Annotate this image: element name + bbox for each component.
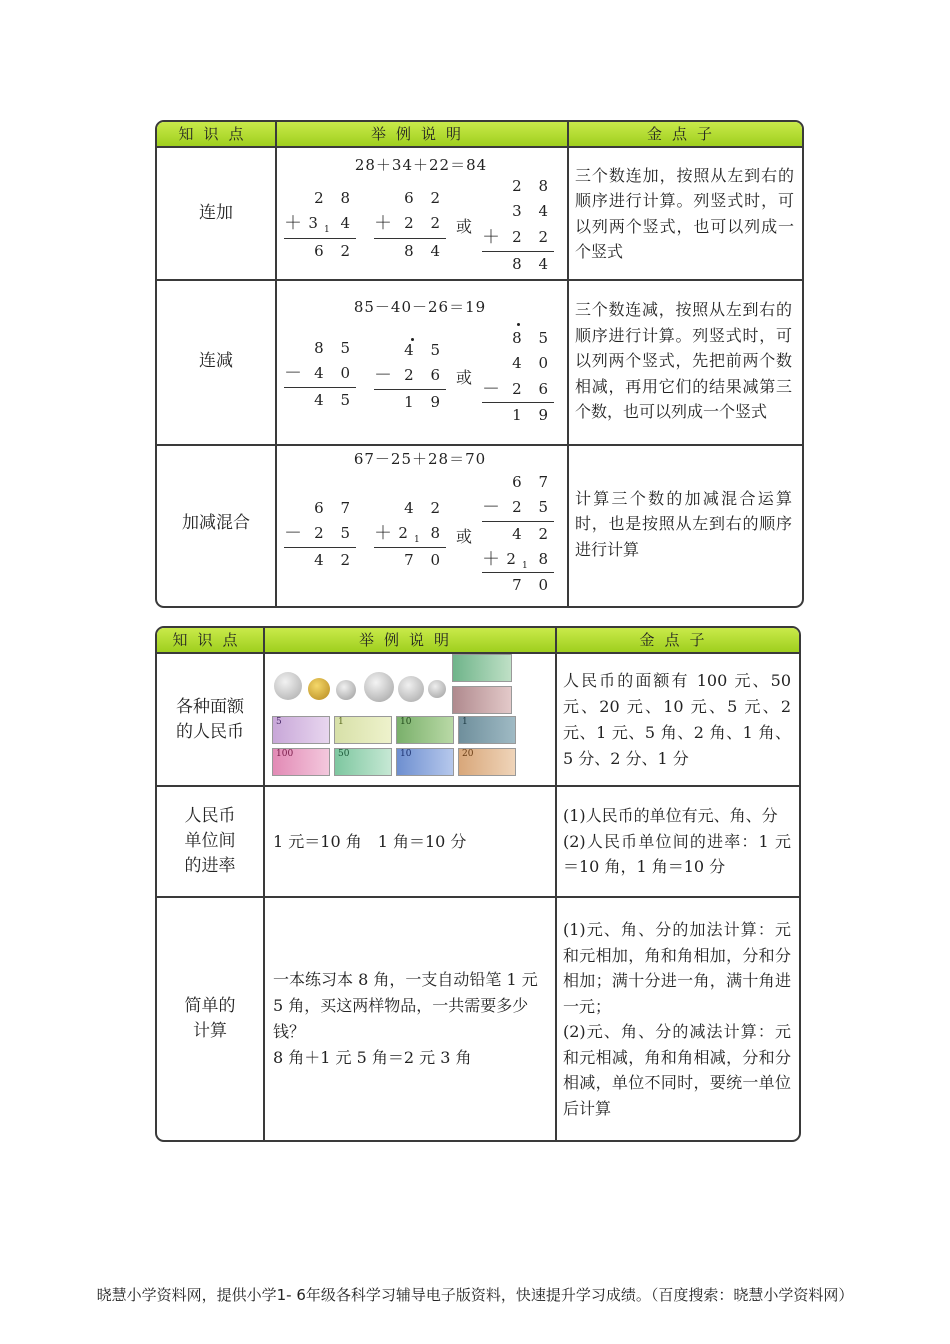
calc-result: 4 2 xyxy=(314,551,356,569)
coin-icon xyxy=(428,680,446,698)
page-footer: 晓慧小学资料网，提供小学1- 6年级各科学习辅导电子版资料，快速提升学习成绩。（百度搜索：晓慧小学资料网） xyxy=(96,1286,854,1304)
row-name-line: 简单的 xyxy=(184,996,236,1016)
calc-operator: － xyxy=(284,523,302,544)
banknote-icon xyxy=(452,654,512,682)
calc-result: 7 0 xyxy=(404,551,446,569)
carry-digit: 1 xyxy=(521,561,528,571)
header-knowledge-point: 知识点 xyxy=(172,631,248,649)
row-name-line: 的人民币 xyxy=(176,721,244,742)
row-name: 连减 xyxy=(199,350,233,371)
calc-line: 2 2 xyxy=(512,228,554,246)
calc-operator: ＋ xyxy=(374,523,392,544)
vertical-calc xyxy=(374,186,446,266)
header-tips: 金点子 xyxy=(646,125,722,143)
calc-line: 6 7 xyxy=(314,499,356,517)
calc-line: 8 5 xyxy=(512,329,554,347)
vertical-calc xyxy=(482,326,554,430)
tip-text xyxy=(555,787,799,896)
calc-operator: － xyxy=(482,379,500,400)
carry-digit: 1 xyxy=(413,535,420,545)
coin-icon xyxy=(274,672,302,700)
tip-text: 三个数连减，按照从左到右的顺序进行计算。列竖式时，可以列两个竖式，先把前两个数相减，再用它们的结果减第三个数，也可以列成一个竖式 xyxy=(575,300,792,422)
vertical-calc xyxy=(284,336,356,416)
row-name xyxy=(157,654,263,785)
vertical-calc xyxy=(482,174,554,278)
rmb-picture xyxy=(270,650,520,778)
banknote-10: 10 xyxy=(396,716,454,744)
vertical-calc xyxy=(482,470,554,600)
tip-line: (1)人民币的单位有元、角、分 xyxy=(563,806,778,826)
vertical-calc xyxy=(284,496,356,576)
calc-result: 1 9 xyxy=(404,393,446,411)
calc-operator: － xyxy=(482,497,500,518)
equation: 67－25＋28＝70 xyxy=(353,450,487,468)
row-name: 加减混合 xyxy=(182,512,250,533)
calc-line: 4 2 xyxy=(404,499,446,517)
coin-icon xyxy=(364,672,394,702)
calc-line: $2_1$ 8 xyxy=(398,524,446,545)
calc-line: 2 8 xyxy=(512,177,554,195)
banknote-1: 1 xyxy=(334,716,392,744)
banknote-icon xyxy=(452,686,512,714)
calc-line: 2 2 xyxy=(404,214,446,232)
equation: 28＋34＋22＝84 xyxy=(354,156,488,174)
vertical-calc xyxy=(374,338,446,418)
example-text xyxy=(265,898,555,1140)
calc-line: 8 5 xyxy=(314,339,356,357)
tip-text: 计算三个数的加减混合运算时，也是按照从左到右的顺序进行计算 xyxy=(575,488,792,559)
banknote-1: 1 xyxy=(458,716,516,744)
calc-operator: ＋ xyxy=(374,213,392,234)
row-name xyxy=(157,787,263,896)
calc-line: 4 2 xyxy=(512,525,554,543)
row-name-line: 的进率 xyxy=(184,856,236,876)
calc-line: 4 0 xyxy=(314,364,356,382)
or-label: 或 xyxy=(456,217,473,236)
calc-result: 8 4 xyxy=(512,255,554,273)
header-knowledge-point: 知识点 xyxy=(178,125,254,143)
equation: 85－40－26＝19 xyxy=(353,298,487,316)
banknote-20: 20 xyxy=(458,748,516,776)
calc-line: $3_1$ 4 xyxy=(308,214,356,235)
calc-line: 3 4 xyxy=(512,202,554,220)
or-label: 或 xyxy=(456,527,473,546)
coin-icon xyxy=(308,678,330,700)
calc-line: 2 6 xyxy=(512,380,554,398)
vertical-calc xyxy=(284,186,356,266)
header-example: 举例说明 xyxy=(370,125,471,143)
calc-line: 6 2 xyxy=(404,189,446,207)
banknote-50: 50 xyxy=(334,748,392,776)
calc-line: 6 7 xyxy=(512,473,554,491)
row-name-line: 计算 xyxy=(193,1021,227,1041)
header-example: 举例说明 xyxy=(358,631,459,649)
calc-line: $2_1$ 8 xyxy=(506,550,554,571)
calc-operator: － xyxy=(374,365,392,386)
banknote-10: 10 xyxy=(396,748,454,776)
row-name-line: 单位间 xyxy=(184,831,236,851)
calc-line: 4 0 xyxy=(512,354,554,372)
example-line: 8 角＋1 元 5 角＝2 元 3 角 xyxy=(273,1048,472,1067)
calc-line: 2 6 xyxy=(404,366,446,384)
tip-line: (2)元、角、分的减法计算：元和元相减，角和角相减，分和分相减，单位不同时，要统一单位后计算 xyxy=(563,1022,791,1118)
header-tips: 金点子 xyxy=(639,631,715,649)
calc-operator: － xyxy=(284,363,302,384)
row-name-line: 各种面额 xyxy=(176,696,244,717)
calc-operator: ＋ xyxy=(482,549,500,570)
calc-result: 1 9 xyxy=(512,406,554,424)
calc-line: 4 5 xyxy=(404,341,446,359)
calc-result: 4 5 xyxy=(314,391,356,409)
calc-result: 6 2 xyxy=(314,242,356,260)
or-label: 或 xyxy=(456,368,473,387)
calc-operator: ＋ xyxy=(482,227,500,248)
coin-icon xyxy=(398,676,424,702)
calc-line: 2 5 xyxy=(512,498,554,516)
column-divider xyxy=(275,122,277,606)
row-name xyxy=(157,898,263,1140)
calc-result: 7 0 xyxy=(512,576,554,594)
calc-line: 2 8 xyxy=(314,189,356,207)
calc-result: 8 4 xyxy=(404,242,446,260)
calc-operator: ＋ xyxy=(284,213,302,234)
tip-text xyxy=(555,898,799,1140)
tip-text: 三个数连加，按照从左到右的顺序进行计算。列竖式时，可以列两个竖式，也可以列成一个竖式 xyxy=(575,165,794,261)
calc-line: 2 5 xyxy=(314,524,356,542)
banknote-100: 100 xyxy=(272,748,330,776)
banknote-5: 5 xyxy=(272,716,330,744)
row-name: 连加 xyxy=(199,203,233,223)
tip-text: 人民币的面额有 100 元、50 元、20 元、10 元、5 元、2 元、1 元、5 角、2 角、1 角、5 分、2 分、1 分 xyxy=(563,670,791,768)
coin-icon xyxy=(336,680,356,700)
carry-digit: 1 xyxy=(323,225,330,235)
row-name-line: 人民币 xyxy=(184,806,236,826)
tip-line: (2)人民币单位间的进率：1 元＝10 角，1 角＝10 分 xyxy=(563,831,791,877)
example-text: 1 元＝10 角 1 角＝10 分 xyxy=(273,831,467,851)
tip-line: (1)元、角、分的加法计算：元和元相加，角和角相加，分和分相加；满十分进一角，满十角进一元； xyxy=(563,920,791,1016)
table-header xyxy=(157,122,802,148)
vertical-calc xyxy=(374,496,446,576)
example-line: 一本练习本 8 角，一支自动铅笔 1 元 5 角，买这两样物品，一共需要多少钱？ xyxy=(273,970,538,1041)
